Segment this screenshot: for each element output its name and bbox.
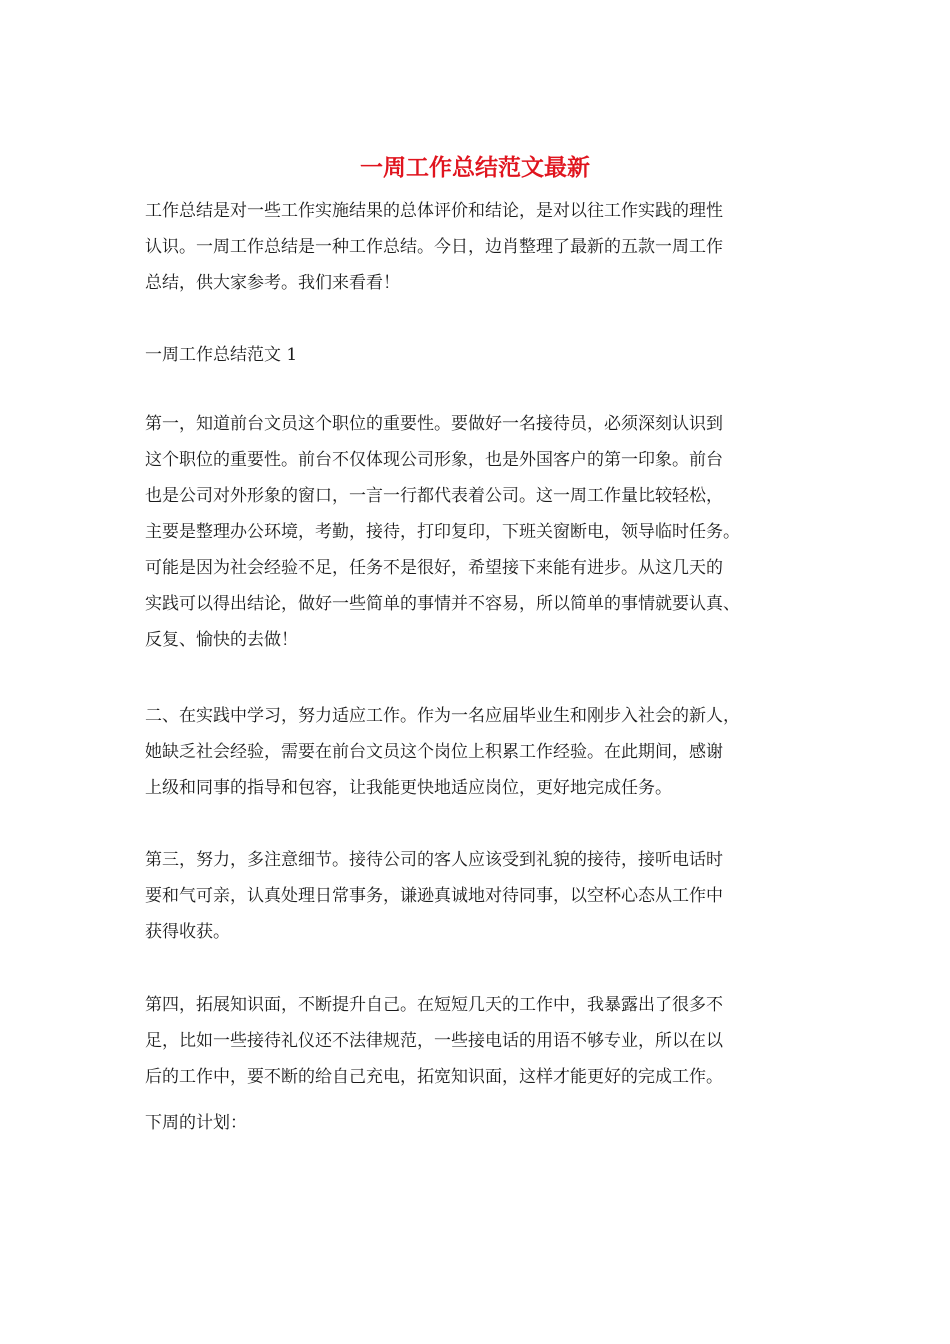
paragraph-2 xyxy=(145,698,815,806)
paragraph-line: 实践可以得出结论，做好一些简单的事情并不容易，所以简单的事情就要认真、 xyxy=(145,594,740,614)
paragraph-line: 也是公司对外形象的窗口，一言一行都代表着公司。这一周工作量比较轻松， xyxy=(145,486,723,506)
intro-line: 工作总结是对一些工作实施结果的总体评价和结论，是对以往工作实践的理性 xyxy=(145,201,723,221)
paragraph-4 xyxy=(145,987,815,1095)
paragraph-line: 二、在实践中学习，努力适应工作。作为一名应届毕业生和刚步入社会的新人， xyxy=(145,706,740,726)
paragraph-line: 后的工作中，要不断的给自己充电，拓宽知识面，这样才能更好的完成工作。 xyxy=(145,1067,723,1087)
intro-line: 认识。一周工作总结是一种工作总结。今日，边肖整理了最新的五款一周工作 xyxy=(145,237,723,257)
intro-paragraph xyxy=(145,193,815,301)
paragraph-line: 这个职位的重要性。前台不仅体现公司形象，也是外国客户的第一印象。前台 xyxy=(145,450,723,470)
paragraph-line: 反复、愉快的去做！ xyxy=(145,630,298,650)
paragraph-3 xyxy=(145,842,815,950)
document-title: 一周工作总结范文最新 xyxy=(360,154,590,181)
paragraph-line: 要和气可亲，认真处理日常事务，谦逊真诚地对待同事，以空杯心态从工作中 xyxy=(145,886,723,906)
intro-line: 总结，供大家参考。我们来看看！ xyxy=(145,273,400,293)
next-week-heading xyxy=(145,1105,815,1141)
section-heading xyxy=(145,337,815,373)
paragraph-line: 获得收获。 xyxy=(145,922,230,942)
paragraph-line: 第四，拓展知识面，不断提升自己。在短短几天的工作中，我暴露出了很多不 xyxy=(145,995,723,1015)
next-week-heading-text: 下周的计划： xyxy=(145,1113,247,1133)
paragraph-line: 主要是整理办公环境，考勤，接待，打印复印，下班关窗断电，领导临时任务。 xyxy=(145,522,740,542)
paragraph-line: 足，比如一些接待礼仪还不法律规范，一些接电话的用语不够专业，所以在以 xyxy=(145,1031,723,1051)
paragraph-line: 第三，努力，多注意细节。接待公司的客人应该受到礼貌的接待，接听电话时 xyxy=(145,850,723,870)
paragraph-line: 上级和同事的指导和包容，让我能更快地适应岗位，更好地完成任务。 xyxy=(145,778,672,798)
paragraph-line: 第一，知道前台文员这个职位的重要性。要做好一名接待员，必须深刻认识到 xyxy=(145,414,723,434)
paragraph-line: 她缺乏社会经验，需要在前台文员这个岗位上积累工作经验。在此期间，感谢 xyxy=(145,742,723,762)
section-heading-text: 一周工作总结范文 1 xyxy=(145,345,298,365)
paragraph-line: 可能是因为社会经验不足，任务不是很好，希望接下来能有进步。从这几天的 xyxy=(145,558,723,578)
paragraph-1 xyxy=(145,406,815,658)
